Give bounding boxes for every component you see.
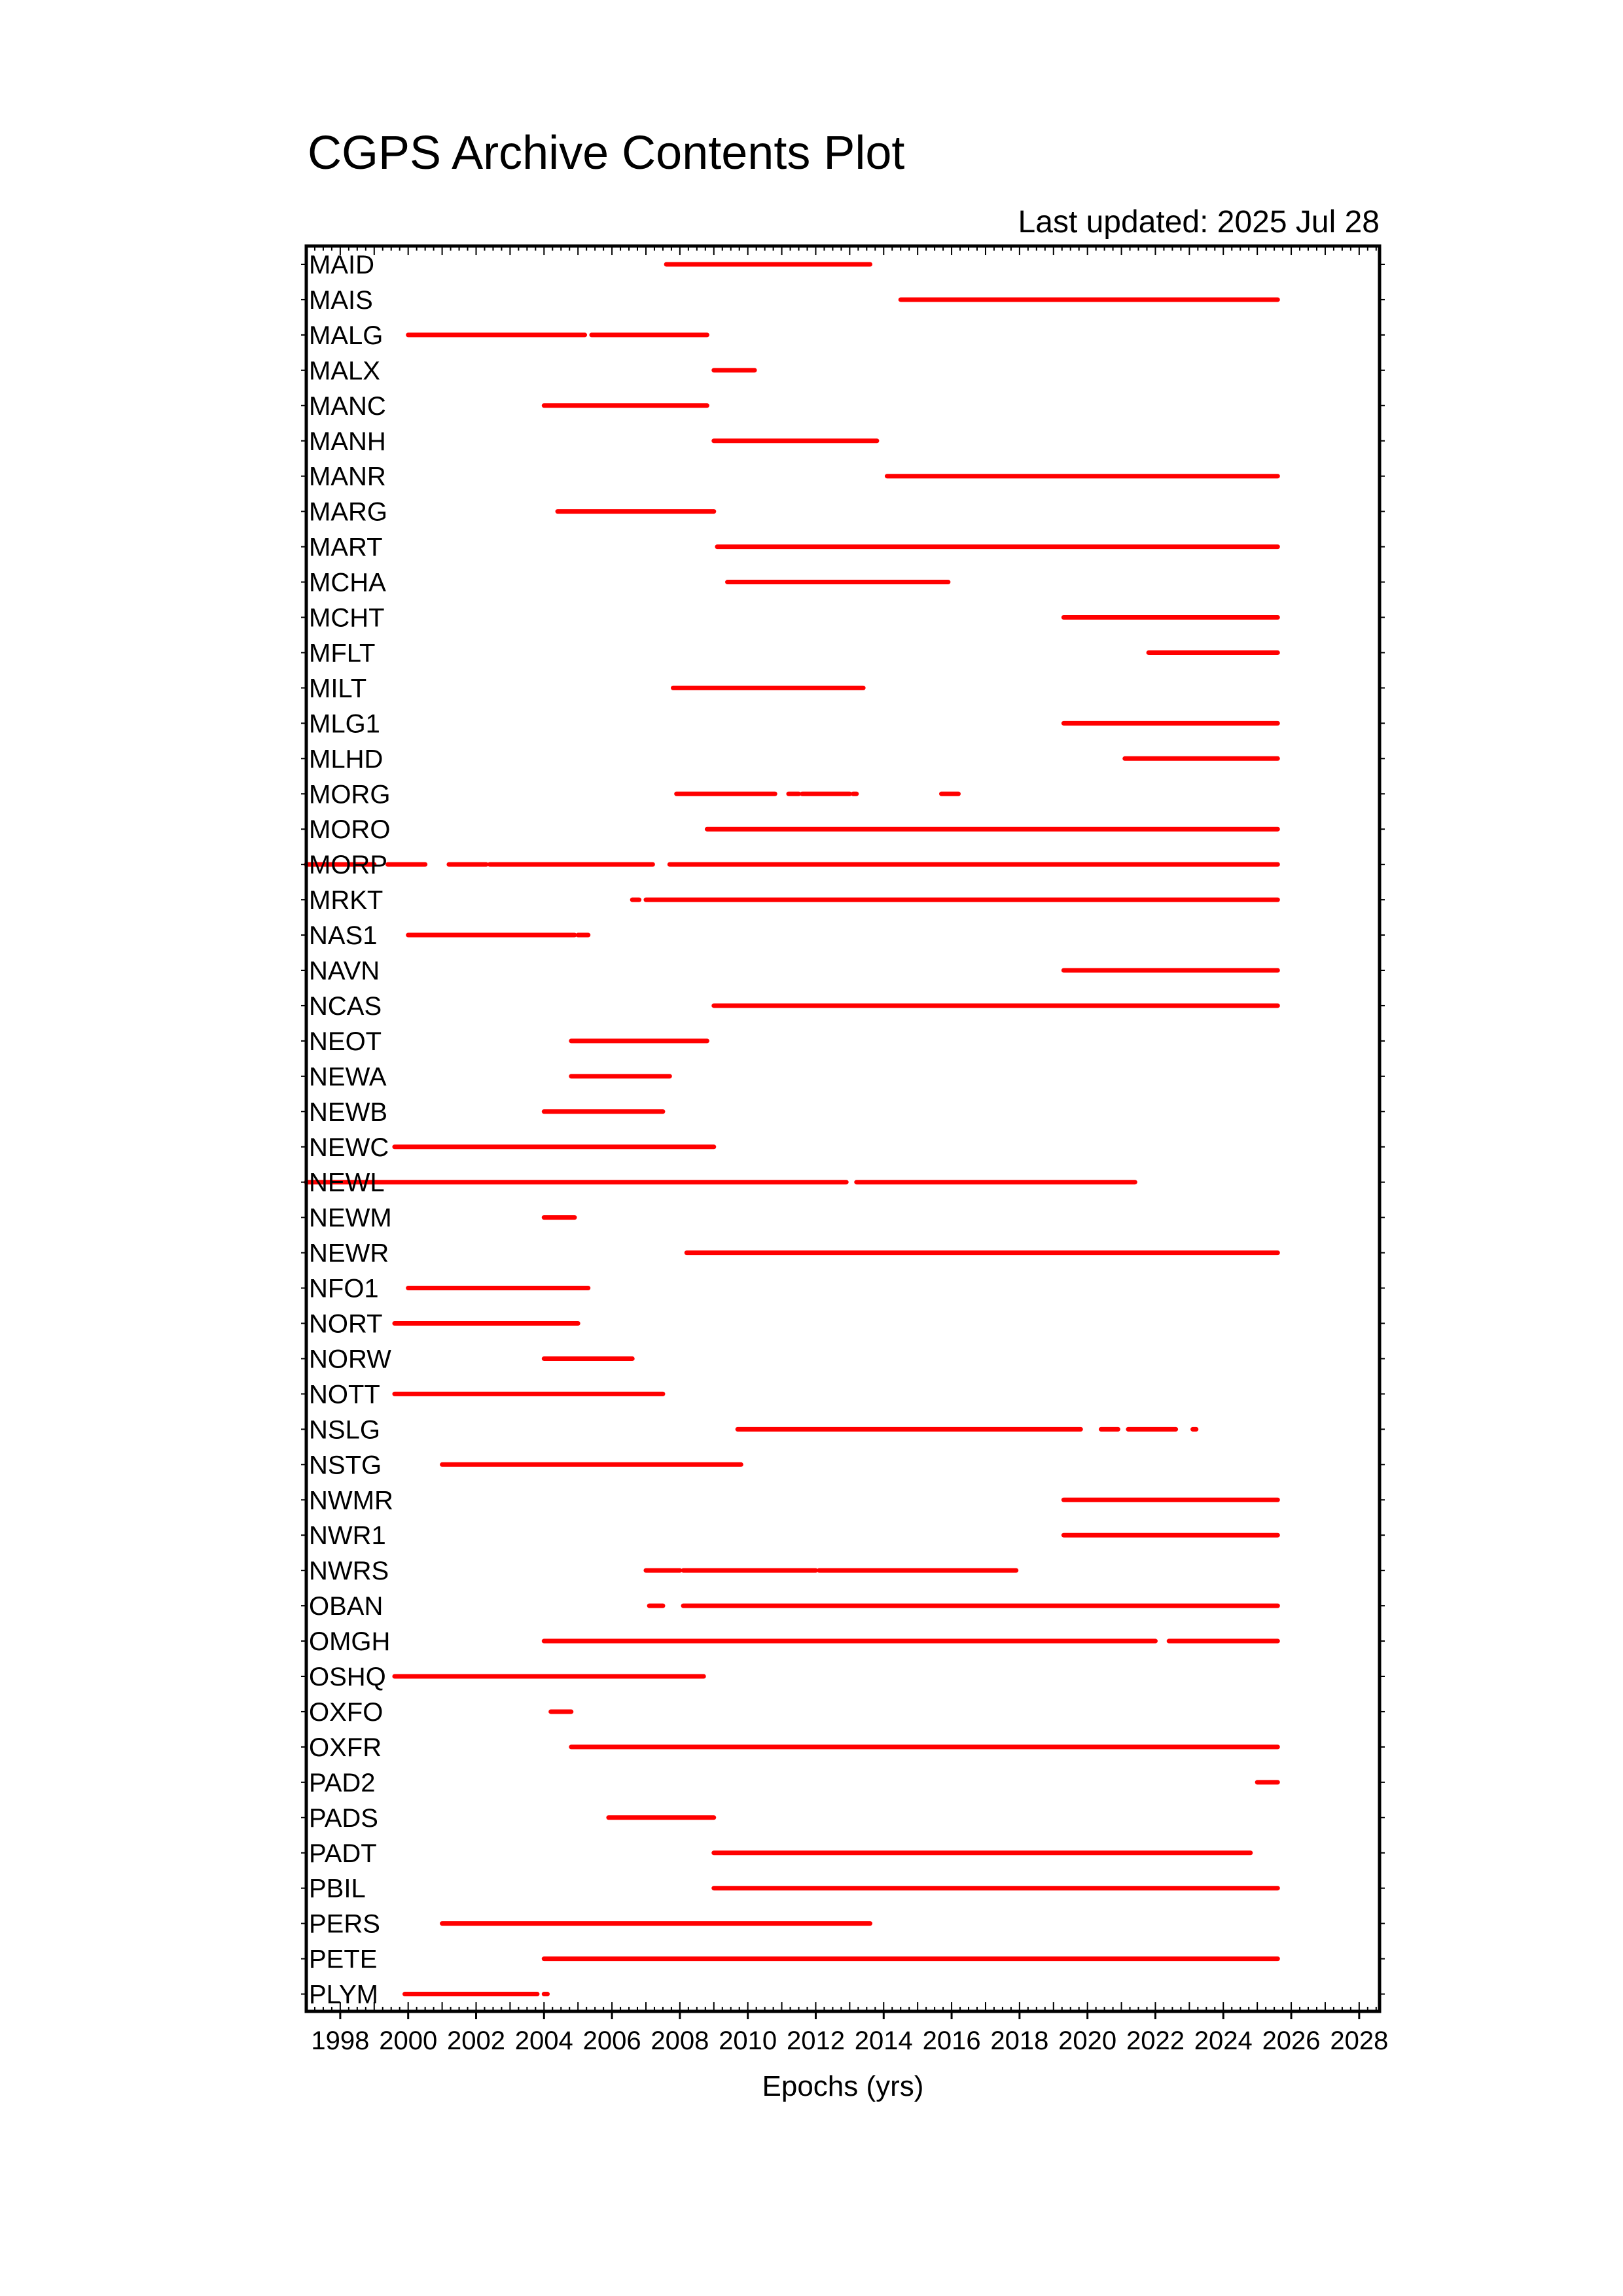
station-label-nstg: NSTG xyxy=(309,1451,382,1480)
chart-title: CGPS Archive Contents Plot xyxy=(308,127,905,179)
station-label-mrkt: MRKT xyxy=(309,886,383,915)
station-bars xyxy=(306,264,1277,1994)
station-label-plym: PLYM xyxy=(309,1980,378,2009)
x-tick-label-2028: 2028 xyxy=(1330,2026,1389,2055)
station-label-nslg: NSLG xyxy=(309,1415,380,1445)
x-tick-label-2002: 2002 xyxy=(447,2026,505,2055)
station-labels xyxy=(309,251,393,2009)
station-label-newm: NEWM xyxy=(309,1203,392,1233)
station-label-morp: MORP xyxy=(309,851,387,880)
x-tick-label-2020: 2020 xyxy=(1058,2026,1117,2055)
last-updated-text: Last updated: 2025 Jul 28 xyxy=(1018,205,1380,239)
x-tick-label-2012: 2012 xyxy=(786,2026,845,2055)
station-label-mlg1: MLG1 xyxy=(309,709,380,739)
station-label-malx: MALX xyxy=(309,356,380,385)
x-tick-label-2014: 2014 xyxy=(854,2026,913,2055)
station-label-mlhd: MLHD xyxy=(309,745,383,774)
station-label-padt: PADT xyxy=(309,1839,377,1868)
station-label-pbil: PBIL xyxy=(309,1874,366,1903)
station-label-oshq: OSHQ xyxy=(309,1663,386,1691)
station-label-mart: MART xyxy=(309,533,383,562)
station-label-ncas: NCAS xyxy=(309,991,382,1021)
station-label-maid: MAID xyxy=(309,251,374,279)
station-label-manh: MANH xyxy=(309,427,386,456)
station-label-pers: PERS xyxy=(309,1909,380,1939)
x-tick-label-2016: 2016 xyxy=(922,2026,981,2055)
x-tick-label-2010: 2010 xyxy=(719,2026,777,2055)
station-label-nas1: NAS1 xyxy=(309,921,378,951)
station-label-morg: MORG xyxy=(309,780,391,809)
x-tick-label-2000: 2000 xyxy=(379,2026,438,2055)
station-label-newl: NEWL xyxy=(309,1168,385,1197)
station-label-newr: NEWR xyxy=(309,1239,389,1268)
station-label-milt: MILT xyxy=(309,674,367,703)
x-tick-label-2008: 2008 xyxy=(651,2026,709,2055)
station-label-nort: NORT xyxy=(309,1309,383,1339)
station-label-newb: NEWB xyxy=(309,1097,387,1127)
station-label-neot: NEOT xyxy=(309,1027,382,1056)
station-label-manr: MANR xyxy=(309,462,386,491)
x-tick-label-2026: 2026 xyxy=(1262,2026,1321,2055)
x-tick-label-2004: 2004 xyxy=(514,2026,573,2055)
x-tick-label-2006: 2006 xyxy=(582,2026,641,2055)
station-label-nfo1: NFO1 xyxy=(309,1274,379,1303)
x-tick-label-2024: 2024 xyxy=(1194,2026,1253,2055)
station-label-nott: NOTT xyxy=(309,1380,380,1409)
station-label-pad2: PAD2 xyxy=(309,1768,376,1797)
x-tick-label-2018: 2018 xyxy=(990,2026,1049,2055)
station-label-pads: PADS xyxy=(309,1803,378,1833)
station-label-marg: MARG xyxy=(309,497,387,527)
station-label-newc: NEWC xyxy=(309,1133,389,1162)
x-axis-label: Epochs (yrs) xyxy=(762,2070,924,2102)
station-label-moro: MORO xyxy=(309,815,391,845)
station-label-newa: NEWA xyxy=(309,1062,387,1091)
x-tick-label-2022: 2022 xyxy=(1126,2026,1185,2055)
station-label-oban: OBAN xyxy=(309,1592,383,1621)
station-label-mflt: MFLT xyxy=(309,639,376,668)
station-label-oxfo: OXFO xyxy=(309,1697,383,1727)
station-label-mcha: MCHA xyxy=(309,568,386,597)
station-label-malg: MALG xyxy=(309,321,383,350)
station-label-navn: NAVN xyxy=(309,957,380,985)
station-label-omgh: OMGH xyxy=(309,1627,391,1657)
x-tick-label-1998: 1998 xyxy=(311,2026,370,2055)
station-label-nwr1: NWR1 xyxy=(309,1521,386,1551)
station-label-mcht: MCHT xyxy=(309,603,385,633)
station-label-nwmr: NWMR xyxy=(309,1486,393,1515)
station-label-norw: NORW xyxy=(309,1345,391,1374)
station-label-oxfr: OXFR xyxy=(309,1733,382,1762)
station-label-nwrs: NWRS xyxy=(309,1557,389,1586)
station-label-pete: PETE xyxy=(309,1945,378,1974)
x-axis-ticks xyxy=(301,246,1388,2055)
station-label-mais: MAIS xyxy=(309,285,373,315)
station-label-manc: MANC xyxy=(309,391,386,421)
